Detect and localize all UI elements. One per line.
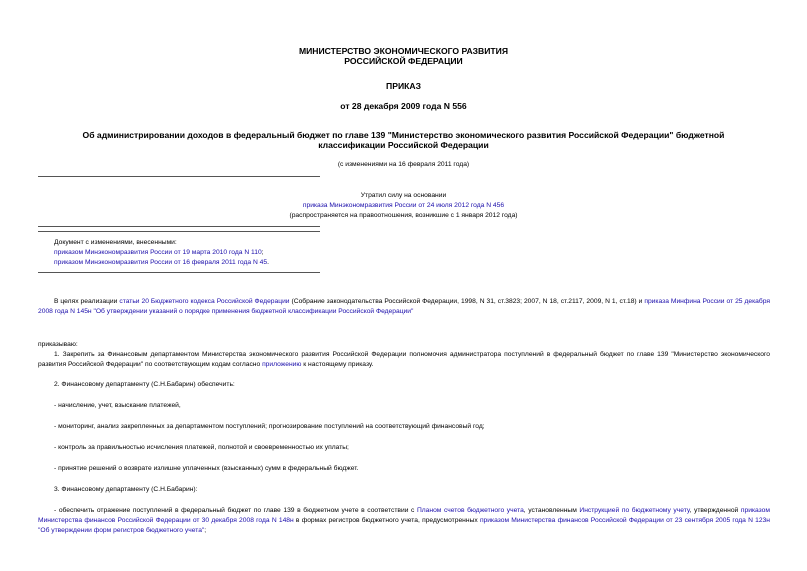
item-1: 1. Закрепить за Финансовым департаментом Министерства экономического развития Российской Федерации полномочия администратора поступлений в федеральный бюджет по главе 139 "Министерство экономического развития Российской Федерации" по соответствующим кодам согласно приложению к настоящему приказу. xyxy=(38,351,770,368)
document-type: ПРИКАЗ xyxy=(386,81,421,91)
list-item: - принятие решений о возврате излишне уплаченных (взысканных) сумм в федеральный бюджет. xyxy=(54,465,359,472)
item-2: 2. Финансовому департаменту (С.Н.Бабарин) обеспечить: xyxy=(54,381,235,388)
validity-link[interactable]: приказа Минэкономразвития России от 24 июля 2012 года N 456 xyxy=(302,202,505,209)
divider xyxy=(38,231,320,232)
change-separator: . xyxy=(267,259,269,266)
change-link-1[interactable]: приказом Минэкономразвития России от 19 марта 2010 года N 110 xyxy=(54,249,262,256)
divider xyxy=(38,176,320,177)
divider xyxy=(38,226,320,227)
list-item: - начисление, учет, взыскание платежей, xyxy=(54,402,181,409)
validity-line-3: (распространяется на правоотношения, возникшие с 1 января 2012 года) xyxy=(289,212,518,219)
accounts-plan-link[interactable]: Планом счетов бюджетного учета xyxy=(416,507,524,514)
changes-intro: Документ с изменениями, внесенными: xyxy=(54,239,177,246)
ministry-line-2: РОССИЙСКОЙ ФЕДЕРАЦИИ xyxy=(344,56,463,66)
title-line-1: Об администрировании доходов в федеральный бюджет по главе 139 "Министерство экономического развития Российской Федерации" бюджетной xyxy=(82,130,725,140)
validity-line-1: Утратил силу на основании xyxy=(360,192,447,199)
divider xyxy=(38,272,320,273)
minfin-order-145n-link[interactable]: приказа Минфина России от 25 декабря 2008 года N 145н "Об утверждении указаний о порядке применения бюджетной классификации Российской Федерации" xyxy=(38,298,770,315)
list-item: - контроль за правильностью исчисления платежей, полнотой и своевременностью их уплаты; xyxy=(54,444,349,451)
change-separator: ; xyxy=(261,249,264,256)
ministry-line-1: МИНИСТЕРСТВО ЭКОНОМИЧЕСКОГО РАЗВИТИЯ xyxy=(298,46,509,56)
minfin-order-148n-link[interactable]: приказом Министерства финансов Российской Федерации от 30 декабря 2008 года N 148н xyxy=(38,507,770,524)
title-line-2: классификации Российской Федерации xyxy=(318,140,489,150)
order-word: приказываю: xyxy=(38,341,78,348)
document-date: от 28 декабря 2009 года N 556 xyxy=(340,101,467,111)
item-3-paragraph: - обеспечить отражение поступлений в федеральный бюджет по главе 139 в бюджетном учете в соответствии с Планом счетов бюджетного учета, установленным Инструкцией по бюджетному учету, утвержденной приказом Министерства финансов Российской Федерации от 30 декабря 2008 года N 148н в формах регистров бюджетного учета, предусмотренных приказом Министерства финансов Российской Федерации от 23 сентября 2005 года N 123н "Об утверждении форм регистров бюджетного учета"; xyxy=(38,507,770,534)
budget-code-link[interactable]: статьи 20 Бюджетного кодекса Российской Федерации xyxy=(119,298,290,305)
list-item: - мониторинг, анализ закрепленных за департаментом поступлений; прогнозирование поступлений на соответствующий финансовый год; xyxy=(54,423,485,430)
instruction-link[interactable]: Инструкцией по бюджетному учету xyxy=(579,507,690,514)
item-3: 3. Финансовому департаменту (С.Н.Бабарин): xyxy=(54,486,198,493)
amendments-note: (с изменениями на 16 февраля 2011 года) xyxy=(337,161,470,168)
preamble-paragraph: В целях реализации статьи 20 Бюджетного кодекса Российской Федерации (Собрание законодательства Российской Федерации, 1998, N 31, ст.3823; 2007, N 18, ст.2117, 2009, N 1, ст.18) и приказа Минфина России от 25 декабря 2008 года N 145н "Об утверждении указаний о порядке применения бюджетной классификации Российской Федерации" xyxy=(38,298,770,315)
appendix-link[interactable]: приложению xyxy=(262,361,302,368)
change-link-2[interactable]: приказом Минэкономразвития России от 16 февраля 2011 года N 45 xyxy=(54,259,268,266)
minfin-order-123n-link[interactable]: приказом Министерства финансов Российской Федерации от 23 сентября 2005 года N 123н "Об утверждении форм регистров бюджетного учета" xyxy=(38,517,770,534)
